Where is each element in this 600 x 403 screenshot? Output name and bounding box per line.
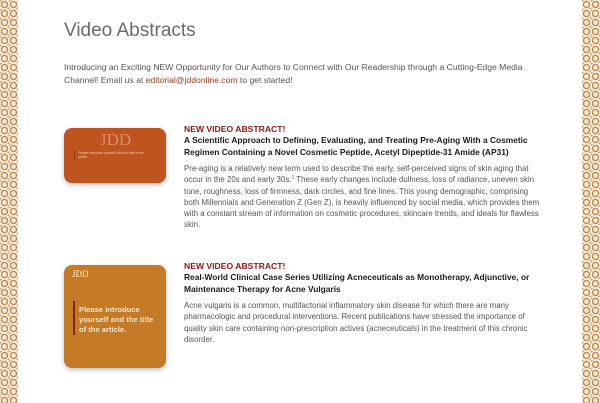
intro-text	[64, 61, 534, 86]
new-video-badge: NEW VIDEO ABSTRACT!	[184, 261, 286, 271]
article-abstract	[184, 163, 544, 231]
thumbnail-caption: Please introduce yourself and the title of the article.	[79, 305, 154, 334]
email-link[interactable]: editorial@jddonline.com	[145, 74, 238, 85]
citation-superscript: 1	[291, 174, 295, 181]
accent-bar	[74, 151, 75, 161]
jdd-logo: JDD	[72, 269, 89, 279]
thumbnail-caption: Please introduce yourself and the title of the article.	[78, 151, 144, 160]
article-title-link[interactable]: Real-World Clinical Case Series Utilizing Acneceuticals as Monotherapy, Adjunctive, or Maintenance Therapy for Acne Vulgaris	[184, 272, 530, 294]
video-thumbnail-1[interactable]	[64, 128, 166, 183]
article-title-link[interactable]: A Scientific Approach to Defining, Evaluating, and Treating Pre-Aging With a Cosmetic Regimen Containing a Novel Cosmetic Peptide, Acetyl Dipeptide-31 Amide (AP31)	[184, 135, 528, 157]
intro-text-before: Introducing an Exciting NEW Opportunity for Our Authors to Connect with Our Readership through a Cutting-Edge Media Channel! Email us at	[64, 62, 523, 85]
video-thumbnail-2[interactable]	[64, 265, 166, 368]
new-video-badge: NEW VIDEO ABSTRACT!	[184, 124, 286, 134]
jdd-logo: JDD	[100, 130, 132, 149]
decorative-border-right	[582, 0, 600, 403]
article-1	[184, 124, 544, 231]
article-abstract: Acne vulgaris is a common, multifactorial inflammatory skin disease for which there are many pharmacologic and procedural interventions. Recent publications have stressed the importance of quality skin care containing non-prescription actives (acneceuticals) in the treatment of this chronic disorder.	[184, 301, 528, 344]
intro-text-after: to get started!	[237, 74, 293, 85]
article-2	[184, 261, 544, 345]
accent-bar	[73, 301, 75, 335]
decorative-border-left	[0, 0, 18, 403]
abstract-text: Pre-aging is a relatively new term used to describe the early, self-perceived signs of skin aging that occur in the 20s and early 30s.	[184, 164, 529, 185]
abstract-text-continued: These early changes include dullness, loss of radiance, uneven skin tone, roughness, loss of firmness, dark circles, and fine lines. This young demographic, comprising both Millennials and Generation Z (Gen Z), is heavily influenced by social media, which provides them with a constant stream of information on cosmetic procedures, skincare trends, and ideals for flawless skin.	[184, 175, 540, 230]
page-title: Video Abstracts	[64, 20, 196, 41]
